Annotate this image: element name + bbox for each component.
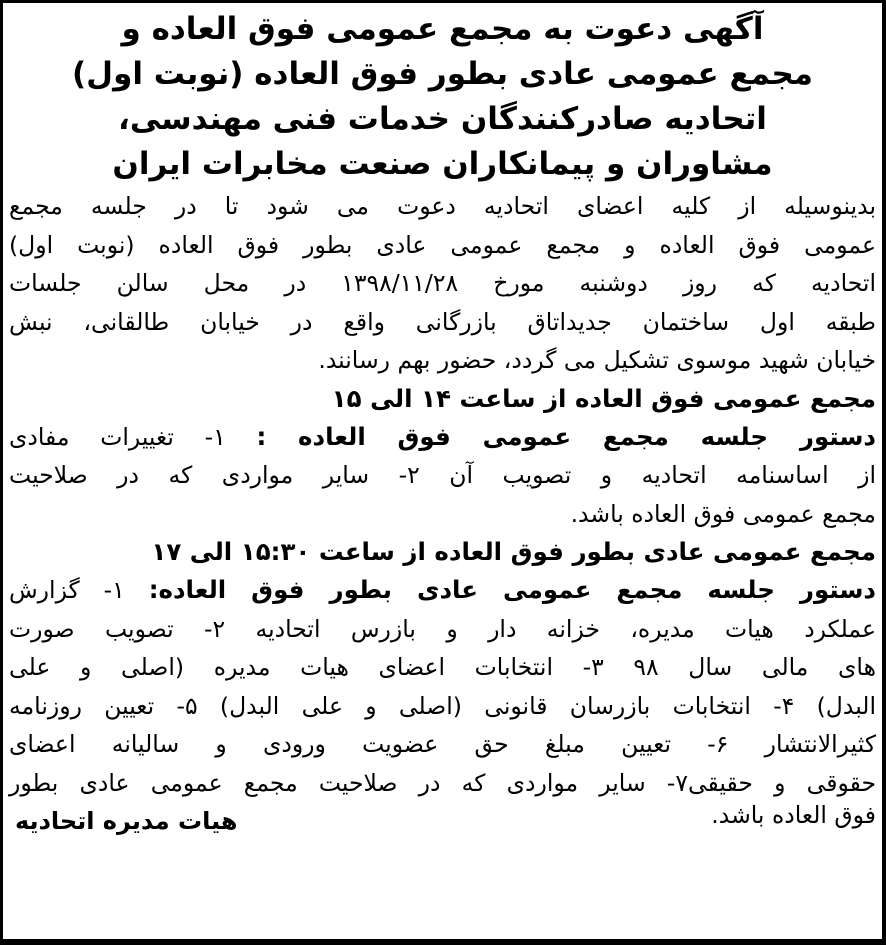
agenda-line: مجمع عمومی فوق العاده باشد.: [570, 499, 876, 528]
notice-title: [9, 3, 876, 187]
extraordinary-section: [9, 380, 876, 534]
intro-line: طبقه اول ساختمان جدیداتاق بازرگانی واقع در خیابان طالقانی، نبش: [9, 307, 876, 336]
intro-line: بدینوسیله از کلیه اعضای اتحادیه دعوت می شود تا در جلسه مجمع: [9, 192, 876, 220]
extraordinary-agenda-intro: [9, 418, 876, 457]
closing-row: [9, 802, 876, 840]
notice-document: [3, 3, 882, 840]
intro-line: عمومی فوق العاده و مجمع عمومی عادی بطور فوق العاده (نوبت اول): [9, 230, 876, 259]
ordinary-extraordinary-section: [9, 533, 876, 840]
ordinary-heading: مجمع عمومی عادی بطور فوق العاده از ساعت ۱۵:۳۰ الی ۱۷: [151, 537, 876, 566]
title-line: آگهی دعوت به مجمع عمومی فوق العاده و: [121, 11, 764, 47]
agenda-line: حقوقی و حقیقی۷- سایر مواردی که در صلاحیت مجمع عمومی عادی بطور: [9, 768, 876, 797]
agenda-last-line: فوق العاده باشد.: [711, 801, 876, 829]
intro-paragraph: [9, 187, 876, 380]
agenda-line: عملکرد هیات مدیره، خزانه دار و بازرس اتحادیه ۲- تصویب صورت: [9, 614, 876, 643]
ordinary-agenda-intro: [9, 571, 876, 610]
extraordinary-heading: مجمع عمومی فوق العاده از ساعت ۱۴ الی ۱۵: [331, 383, 876, 413]
title-line: مجمع عمومی عادی بطور فوق العاده (نوبت اول): [72, 56, 813, 92]
agenda-label: دستور جلسه مجمع عمومی فوق العاده :: [256, 421, 876, 451]
signature: هیات مدیره اتحادیه: [15, 807, 238, 835]
agenda-label: دستور جلسه مجمع عمومی عادی بطور فوق العاده:: [148, 575, 876, 604]
agenda-line: های مالی سال ۹۸ ۳- انتخابات اعضای هیات مدیره (اصلی و علی: [9, 653, 876, 681]
agenda-item: ۱- گزارش: [9, 576, 125, 604]
intro-line: اتحادیه که روز دوشنبه مورخ ۱۳۹۸/۱۱/۲۸ در محل سالن جلسات: [9, 269, 876, 297]
title-line: مشاوران و پیمانکاران صنعت مخابرات ایران: [112, 146, 773, 182]
title-line: اتحادیه صادرکنندگان خدمات فنی مهندسی،: [118, 101, 767, 137]
intro-line: خیابان شهید موسوی تشکیل می گردد، حضور بهم رسانند.: [318, 346, 876, 374]
agenda-line: البدل) ۴- انتخابات بازرسان قانونی (اصلی و علی البدل) ۵- تعیین روزنامه: [9, 691, 876, 720]
agenda-line: کثیرالانتشار ۶- تعیین مبلغ حق عضویت ورودی و سالیانه اعضای: [9, 730, 877, 758]
agenda-item: ۱- تغییرات مفادی: [9, 422, 226, 451]
agenda-line: از اساسنامه اتحادیه و تصویب آن ۲- سایر مواردی که در صلاحیت: [9, 461, 877, 489]
